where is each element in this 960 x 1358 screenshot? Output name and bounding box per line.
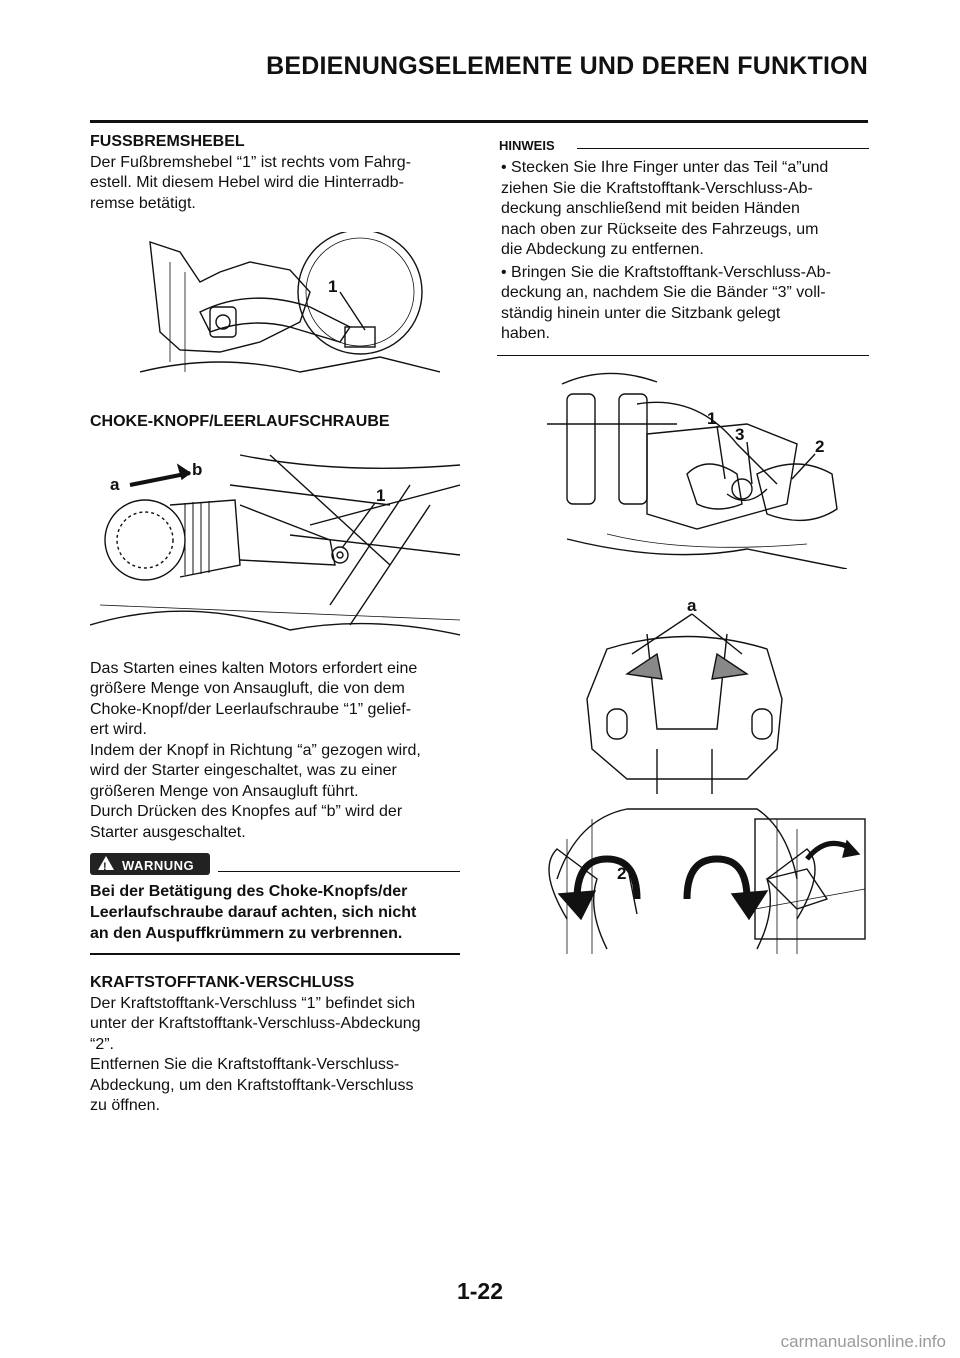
warning-line: an den Auspuffkrümmern zu verbrennen.: [90, 925, 403, 942]
fuel-cap-illustration: [547, 364, 869, 569]
body-line: zu öffnen.: [90, 1097, 160, 1114]
note-line: • Bringen Sie die Kraftstofftank-Verschluss-Ab-: [501, 263, 831, 281]
callout-1: 1: [328, 277, 338, 296]
callout-2: 2: [815, 436, 825, 456]
callout-2: 2: [617, 863, 627, 883]
body-line: remse betätigt.: [90, 194, 196, 212]
body-line: ert wird.: [90, 721, 147, 738]
callout-1: 1: [707, 408, 717, 428]
callout-a: a: [687, 595, 697, 615]
body-line: wird der Starter eingeschaltet, was zu einer: [90, 762, 397, 779]
note-header: [497, 134, 869, 156]
brake-pedal-illustration: [140, 232, 460, 392]
note-line: deckung anschließend mit beiden Händen: [501, 200, 800, 217]
warning-line: Bei der Betätigung des Choke-Knopfs/der: [90, 883, 408, 900]
body-line: größeren Menge von Ansaugluft führt.: [90, 782, 359, 800]
note-line: ständig hinein unter die Sitzbank gelegt: [501, 304, 781, 322]
body-line: Das Starten eines kalten Motors erfordert eine: [90, 659, 418, 677]
section-heading-fussbremshebel: FUSSBREMSHEBEL: [90, 133, 245, 150]
body-line: Indem der Knopf in Richtung “a” gezogen wird,: [90, 741, 421, 759]
warning-text: [90, 881, 460, 944]
note-rule: [577, 148, 869, 149]
note-line: ziehen Sie die Kraftstofftank-Verschluss-Ab-: [501, 179, 813, 197]
callout-3: 3: [735, 424, 745, 444]
warning-header: [90, 851, 460, 877]
cover-removal-illustration: [497, 579, 869, 954]
body-line: Abdeckung, um den Kraftstofftank-Verschluss: [90, 1076, 414, 1094]
header-divider: [90, 120, 868, 123]
callout-1: 1: [376, 485, 386, 505]
callout-a: a: [110, 474, 120, 494]
left-column: [90, 132, 460, 1117]
warning-triangle-icon: [98, 856, 114, 870]
note-line: haben.: [501, 325, 550, 342]
note-item: [497, 263, 869, 345]
note-line: • Stecken Sie Ihre Finger unter das Teil “a”und: [501, 159, 829, 176]
note-bottom-rule: [497, 355, 869, 356]
warning-rule: [218, 871, 460, 872]
body-line: Choke-Knopf/der Leerlaufschraube “1” gelief-: [90, 700, 412, 718]
note-line: die Abdeckung zu entfernen.: [501, 241, 704, 258]
note-item: [497, 158, 869, 261]
body-line: Der Kraftstofftank-Verschluss “1” befindet sich: [90, 994, 416, 1012]
body-line: unter der Kraftstofftank-Verschluss-Abdeckung: [90, 1015, 421, 1032]
warning-label: WARNUNG: [122, 858, 195, 873]
section-heading-tank-cap: KRAFTSTOFFTANK-VERSCHLUSS: [90, 974, 355, 991]
right-column: [497, 134, 869, 954]
body-line: Entfernen Sie die Kraftstofftank-Verschluss-: [90, 1056, 400, 1073]
note-label: HINWEIS: [499, 138, 555, 153]
callout-b: b: [192, 459, 203, 479]
choke-knob-illustration: [90, 445, 460, 645]
note-line: nach oben zur Rückseite des Fahrzeugs, um: [501, 220, 819, 238]
body-line: Durch Drücken des Knopfes auf “b” wird der: [90, 803, 403, 820]
body-line: Starter ausgeschaltet.: [90, 823, 246, 841]
section-heading-choke: CHOKE-KNOPF/LEERLAUFSCHRAUBE: [90, 413, 390, 430]
page-header: BEDIENUNGSELEMENTE UND DEREN FUNKTION: [266, 52, 868, 80]
body-line: Der Fußbremshebel “1” ist rechts vom Fahrg-: [90, 153, 411, 171]
warning-line: Leerlaufschraube darauf achten, sich nicht: [90, 904, 417, 921]
note-line: deckung an, nachdem Sie die Bänder “3” voll-: [501, 284, 826, 301]
body-line: “2”.: [90, 1035, 114, 1053]
warning-bottom-rule: [90, 953, 460, 955]
watermark: carmanualsonline.info: [780, 1332, 946, 1351]
page-number: 1-22: [456, 1278, 504, 1304]
body-line: estell. Mit diesem Hebel wird die Hinterradb-: [90, 174, 404, 191]
body-line: größere Menge von Ansaugluft, die von dem: [90, 680, 405, 697]
warning-badge: [90, 853, 210, 875]
